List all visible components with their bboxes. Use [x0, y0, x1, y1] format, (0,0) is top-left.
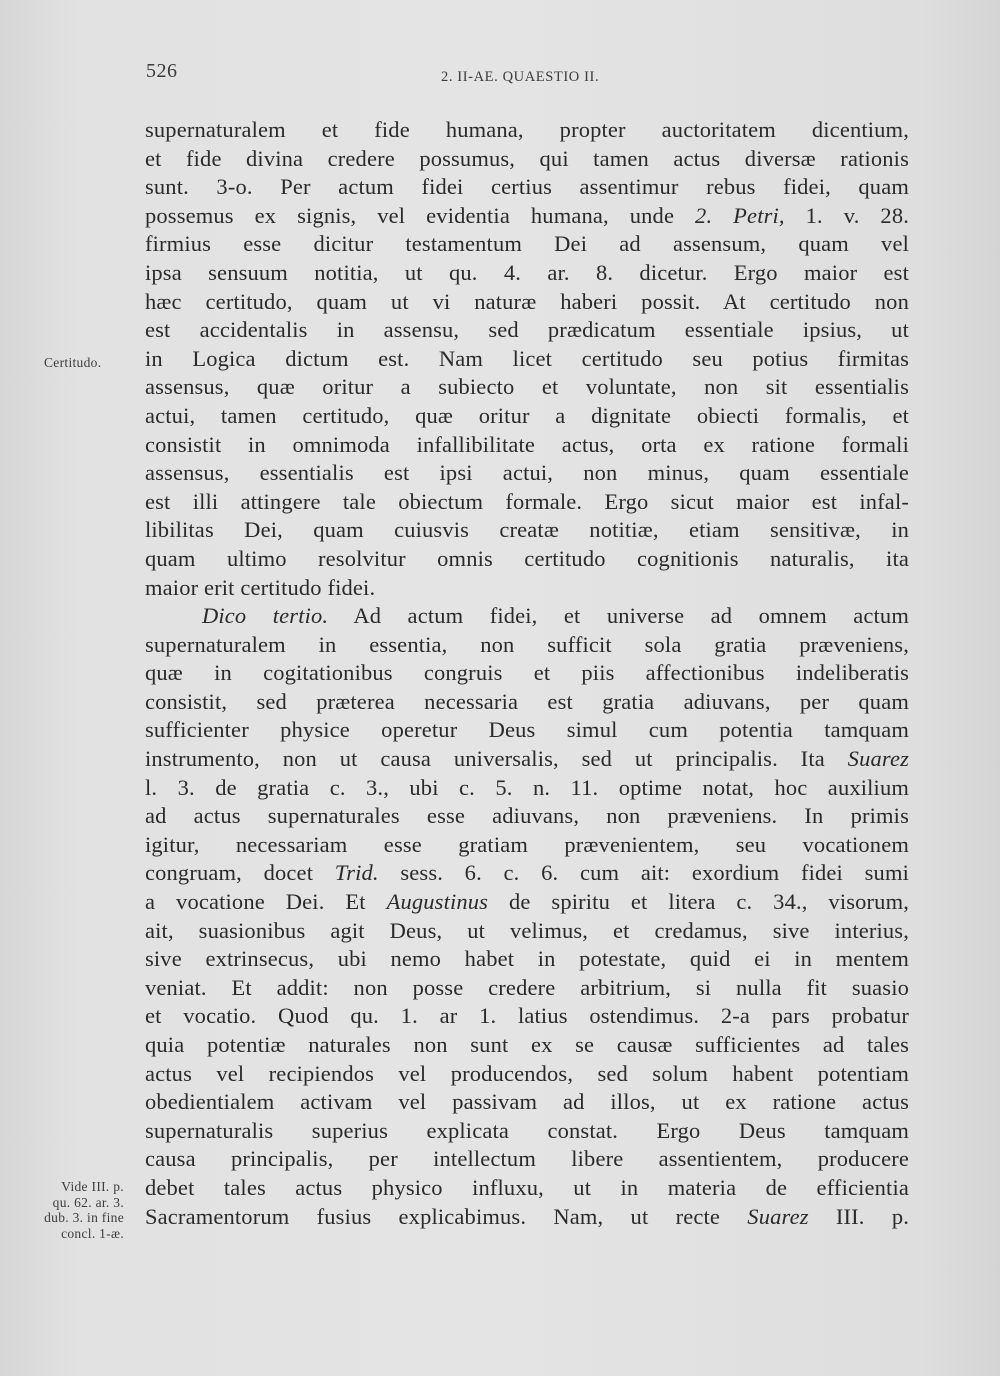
text-line: et vocatio. Quod qu. 1. ar 1. latius ostendimus. 2-a pars probatur [145, 1003, 909, 1029]
text-span: de spiritu et litera c. 34., visorum, [488, 889, 909, 915]
text-line: consistit in omnimoda infallibilitate actus, orta ex ratione formali [145, 431, 909, 457]
text-line: sunt. 3-o. Per actum fidei certius assentimur rebus fidei, quam [145, 174, 909, 200]
text-line: ipsa sensuum notitia, ut qu. 4. ar. 8. dicetur. Ergo maior est [145, 259, 909, 285]
text-line: in Logica dictum est. Nam licet certitudo seu potius firmitas [145, 345, 909, 371]
text-line: supernaturalem in essentia, non sufficit sola gratia præveniens, [145, 631, 909, 657]
text-line: veniat. Et addit: non posse credere arbitrium, si nulla fit suasio [145, 974, 909, 1000]
text-line [145, 745, 909, 774]
margin-note-line: qu. 62. ar. 3. [52, 1194, 124, 1210]
text-line: ad actus supernaturales esse adiuvans, non præveniens. In primis [145, 803, 909, 829]
citation-trid: Trid. [334, 860, 379, 886]
text-span: Ad actum fidei, et universe ad omnem actum [328, 603, 909, 629]
text-span: instrumento, non ut causa universalis, sed ut principalis. Ita [145, 746, 848, 772]
text-line: maior erit certitudo fidei. [145, 574, 376, 600]
text-line [145, 1203, 909, 1232]
dico-tertio-heading: Dico tertio. [202, 603, 329, 629]
text-line [145, 602, 909, 631]
citation-augustinus: Augustinus [386, 889, 489, 915]
citation-petri: 2. Petri, [695, 202, 785, 228]
text-line: est illi attingere tale obiectum formale. Ergo sicut maior est infal- [145, 488, 909, 514]
text-line [145, 202, 909, 231]
text-span: a vocatione Dei. Et [145, 889, 387, 915]
text-line: et fide divina credere possumus, qui tamen actus diversæ rationis [145, 145, 909, 171]
text-span: sess. 6. c. 6. cum ait: exordium fidei sumi [378, 860, 909, 886]
body-text [145, 116, 909, 1231]
text-span: III. p. [808, 1203, 909, 1229]
text-line: assensus, quæ oritur a subiecto et voluntate, non sit essentialis [145, 374, 909, 400]
text-line: hæc certitudo, quam ut vi naturæ haberi possit. At certitudo non [145, 288, 909, 314]
text-line: consistit, sed præterea necessaria est gratia adiuvans, per quam [145, 688, 909, 714]
text-span: 1. v. 28. [784, 202, 909, 228]
citation-suarez: Suarez [747, 1203, 809, 1229]
text-span: congruam, docet [145, 860, 335, 886]
text-line: actui, tamen certitudo, quæ oritur a dignitate obiecti formalis, et [145, 402, 909, 428]
text-line: sufficienter physice operetur Deus simul cum potentia tamquam [145, 717, 909, 743]
citation-suarez: Suarez [847, 746, 909, 772]
text-line: obedientialem activam vel passivam ad illos, ut ex ratione actus [145, 1089, 909, 1115]
margin-note-vide [44, 1179, 124, 1241]
text-line: est accidentalis in assensu, sed prædicatum essentiale ipsius, ut [145, 317, 909, 343]
text-line: supernaturalem et fide humana, propter auctoritatem dicentium, [145, 117, 909, 142]
text-span: possemus ex signis, vel evidentia humana, unde [145, 202, 696, 228]
margin-note-certitudo: Certitudo. [44, 355, 102, 370]
text-line: ait, suasionibus agit Deus, ut velimus, et credamus, sive interius, [145, 917, 909, 943]
margin-note-line: dub. 3. in fine [44, 1210, 124, 1225]
text-line [145, 859, 909, 888]
text-line: causa principalis, per intellectum libere assentientem, producere [145, 1146, 909, 1172]
running-head: 2. II-AE. QUAESTIO II. [441, 69, 600, 85]
margin-note-line: Vide III. p. [61, 1179, 124, 1194]
text-line: l. 3. de gratia c. 3., ubi c. 5. n. 11. optime notat, hoc auxilium [145, 774, 909, 800]
text-line: assensus, essentialis est ipsi actui, non minus, quam essentiale [145, 460, 909, 486]
text-line: igitur, necessariam esse gratiam prævenientem, seu vocationem [145, 831, 909, 857]
text-line: debet tales actus physico influxu, ut in materia de efficientia [145, 1174, 909, 1200]
text-span: Sacramentorum fusius explicabimus. Nam, ut recte [145, 1203, 748, 1229]
text-line: firmius esse dicitur testamentum Dei ad assensum, quam vel [145, 231, 909, 257]
text-line: quia potentiæ naturales non sunt ex se causæ sufficientes ad tales [145, 1032, 909, 1057]
text-line: sive extrinsecus, ubi nemo habet in potestate, quid ei in mentem [145, 946, 909, 972]
text-line [145, 888, 909, 917]
margin-note-line: concl. 1-æ. [61, 1225, 124, 1241]
text-line: supernaturalis superius explicata constat. Ergo Deus tamquam [145, 1117, 909, 1143]
text-line: quam ultimo resolvitur omnis certitudo cognitionis naturalis, ita [145, 545, 909, 571]
text-line: libilitas Dei, quam cuiusvis creatæ notitiæ, etiam sensitivæ, in [145, 517, 909, 543]
page-number: 526 [146, 60, 178, 82]
text-line: actus vel recipiendos vel producendos, sed solum habent potentiam [145, 1060, 909, 1086]
text-line: quæ in cogitationibus congruis et piis affectionibus indeliberatis [145, 660, 909, 686]
